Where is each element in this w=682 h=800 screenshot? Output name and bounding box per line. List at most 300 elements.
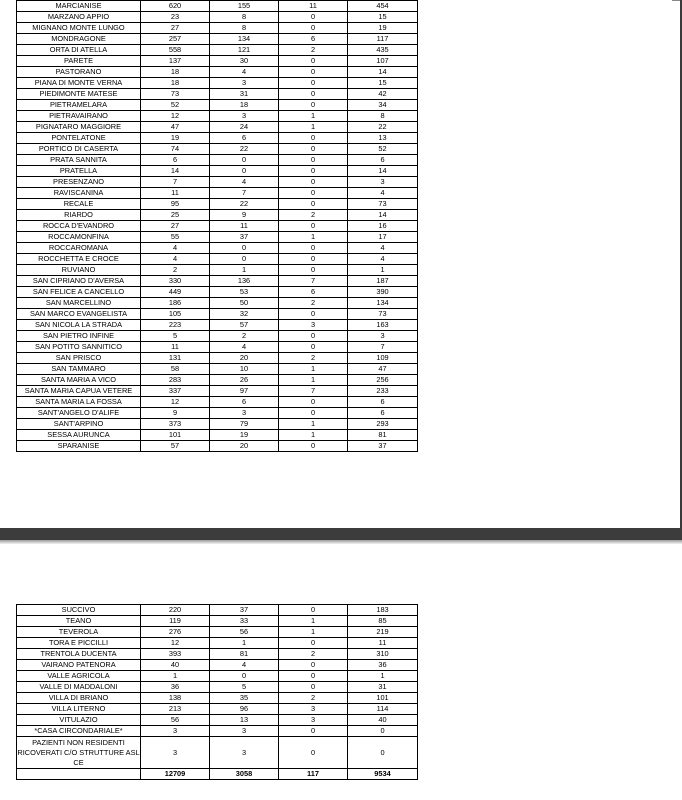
table-row [17, 616, 418, 627]
value-cell: 58 [141, 364, 210, 375]
table-row [17, 221, 418, 232]
value-cell: 27 [141, 23, 210, 34]
value-cell: 36 [348, 660, 418, 671]
value-cell: 55 [141, 232, 210, 243]
value-cell: 32 [210, 309, 279, 320]
municipality-cell: SAN CIPRIANO D'AVERSA [17, 276, 141, 287]
value-cell: 1 [279, 232, 348, 243]
municipality-cell: PARETE [17, 56, 141, 67]
municipality-cell: RUVIANO [17, 265, 141, 276]
value-cell: 435 [348, 45, 418, 56]
value-cell: 1 [279, 627, 348, 638]
value-cell: 0 [279, 331, 348, 342]
table-row [17, 122, 418, 133]
value-cell: 117 [348, 34, 418, 45]
value-cell: 0 [210, 671, 279, 682]
value-cell: 256 [348, 375, 418, 386]
municipality-cell: PONTELATONE [17, 133, 141, 144]
value-cell: 220 [141, 605, 210, 616]
value-cell: 52 [141, 100, 210, 111]
municipality-cell: TRENTOLA DUCENTA [17, 649, 141, 660]
value-cell: 20 [210, 441, 279, 452]
value-cell: 1 [279, 375, 348, 386]
value-cell: 134 [348, 298, 418, 309]
municipality-cell: SANTA MARIA A VICO [17, 375, 141, 386]
municipality-cell: PRATELLA [17, 166, 141, 177]
value-cell: 3 [279, 704, 348, 715]
table-row [17, 441, 418, 452]
municipality-cell: PRATA SANNITA [17, 155, 141, 166]
value-cell: 3 [210, 111, 279, 122]
value-cell: 8 [210, 12, 279, 23]
value-cell: 3 [210, 78, 279, 89]
municipality-cell: PORTICO DI CASERTA [17, 144, 141, 155]
value-cell: 293 [348, 419, 418, 430]
value-cell: 105 [141, 309, 210, 320]
value-cell: 6 [348, 155, 418, 166]
value-cell: 2 [279, 649, 348, 660]
table-row [17, 188, 418, 199]
table-row [17, 309, 418, 320]
value-cell: 3058 [210, 769, 279, 780]
value-cell: 52 [348, 144, 418, 155]
value-cell: 0 [279, 737, 348, 769]
municipality-cell: PAZIENTI NON RESIDENTI RICOVERATI C/O STRUTTURE ASL CE [17, 737, 140, 767]
page-break [0, 528, 682, 540]
value-cell: 2 [141, 265, 210, 276]
value-cell: 4 [141, 254, 210, 265]
table-row [17, 254, 418, 265]
value-cell: 18 [141, 67, 210, 78]
value-cell: 85 [348, 616, 418, 627]
value-cell: 3 [348, 331, 418, 342]
value-cell: 11 [141, 342, 210, 353]
value-cell: 5 [141, 331, 210, 342]
table-body-bottom [17, 605, 418, 780]
value-cell: 73 [348, 309, 418, 320]
value-cell: 47 [141, 122, 210, 133]
value-cell: 213 [141, 704, 210, 715]
value-cell: 14 [348, 67, 418, 78]
table-row [17, 331, 418, 342]
value-cell: 11 [279, 1, 348, 12]
value-cell: 8 [348, 111, 418, 122]
table-row [17, 704, 418, 715]
municipality-cell: VAIRANO PATENORA [17, 660, 141, 671]
value-cell: 373 [141, 419, 210, 430]
value-cell: 14 [141, 166, 210, 177]
value-cell: 283 [141, 375, 210, 386]
value-cell: 18 [141, 78, 210, 89]
value-cell: 18 [210, 100, 279, 111]
value-cell: 0 [279, 682, 348, 693]
value-cell: 0 [348, 726, 418, 737]
value-cell: 34 [348, 100, 418, 111]
table-row [17, 386, 418, 397]
value-cell: 9 [210, 210, 279, 221]
table-body-top [17, 1, 418, 452]
value-cell: 19 [210, 430, 279, 441]
value-cell: 155 [210, 1, 279, 12]
table-row [17, 769, 418, 780]
table-row [17, 605, 418, 616]
value-cell: 107 [348, 56, 418, 67]
municipality-cell: PIETRAMELARA [17, 100, 141, 111]
value-cell: 134 [210, 34, 279, 45]
value-cell: 0 [279, 56, 348, 67]
municipality-cell: MARZANO APPIO [17, 12, 141, 23]
value-cell: 0 [279, 660, 348, 671]
value-cell: 19 [141, 133, 210, 144]
value-cell: 0 [279, 23, 348, 34]
value-cell: 0 [279, 265, 348, 276]
municipality-cell: SAN POTITO SANNITICO [17, 342, 141, 353]
value-cell: 1 [279, 430, 348, 441]
value-cell: 163 [348, 320, 418, 331]
table-row [17, 177, 418, 188]
value-cell: 0 [279, 397, 348, 408]
value-cell: 13 [210, 715, 279, 726]
value-cell: 1 [348, 671, 418, 682]
value-cell: 26 [210, 375, 279, 386]
value-cell: 1 [279, 616, 348, 627]
value-cell: 390 [348, 287, 418, 298]
value-cell: 0 [279, 408, 348, 419]
value-cell: 1 [279, 419, 348, 430]
value-cell: 2 [279, 210, 348, 221]
table-row [17, 638, 418, 649]
municipality-cell: ROCCHETTA E CROCE [17, 254, 141, 265]
page-break-shadow [0, 540, 682, 544]
table-row [17, 67, 418, 78]
value-cell: 0 [279, 221, 348, 232]
municipality-cell: RIARDO [17, 210, 141, 221]
municipality-cell: SAN MARCELLINO [17, 298, 141, 309]
value-cell: 19 [348, 23, 418, 34]
value-cell: 3 [210, 726, 279, 737]
value-cell: 11 [348, 638, 418, 649]
value-cell: 276 [141, 627, 210, 638]
value-cell: 12 [141, 638, 210, 649]
municipality-cell: SANT'ARPINO [17, 419, 141, 430]
value-cell: 2 [210, 331, 279, 342]
value-cell: 6 [348, 408, 418, 419]
value-cell: 136 [210, 276, 279, 287]
table-row [17, 243, 418, 254]
value-cell: 6 [210, 133, 279, 144]
value-cell: 74 [141, 144, 210, 155]
value-cell: 37 [210, 232, 279, 243]
table-row [17, 726, 418, 737]
table-row [17, 671, 418, 682]
value-cell: 0 [279, 12, 348, 23]
value-cell: 0 [279, 726, 348, 737]
value-cell: 0 [279, 133, 348, 144]
value-cell: 138 [141, 693, 210, 704]
municipality-cell: PIANA DI MONTE VERNA [17, 78, 141, 89]
table-row [17, 397, 418, 408]
table-row [17, 627, 418, 638]
value-cell: 4 [348, 188, 418, 199]
value-cell: 1 [279, 111, 348, 122]
municipality-cell: RAVISCANINA [17, 188, 141, 199]
value-cell: 454 [348, 1, 418, 12]
municipality-cell: TORA E PICCILLI [17, 638, 141, 649]
value-cell: 3 [348, 177, 418, 188]
value-cell: 393 [141, 649, 210, 660]
value-cell: 57 [210, 320, 279, 331]
value-cell: 0 [279, 605, 348, 616]
municipality-cell: MIGNANO MONTE LUNGO [17, 23, 141, 34]
value-cell: 10 [210, 364, 279, 375]
municipality-cell: PASTORANO [17, 67, 141, 78]
value-cell: 11 [141, 188, 210, 199]
municipality-cell: TEVEROLA [17, 627, 141, 638]
municipality-cell: SAN PIETRO INFINE [17, 331, 141, 342]
value-cell: 30 [210, 56, 279, 67]
table-row [17, 34, 418, 45]
table-row [17, 265, 418, 276]
value-cell: 73 [348, 199, 418, 210]
value-cell: 47 [348, 364, 418, 375]
value-cell: 16 [348, 221, 418, 232]
value-cell: 31 [348, 682, 418, 693]
value-cell: 0 [210, 254, 279, 265]
value-cell: 0 [279, 89, 348, 100]
table-row [17, 45, 418, 56]
value-cell: 620 [141, 1, 210, 12]
value-cell: 558 [141, 45, 210, 56]
value-cell: 56 [210, 627, 279, 638]
value-cell: 0 [348, 737, 418, 769]
value-cell: 6 [141, 155, 210, 166]
value-cell: 36 [141, 682, 210, 693]
value-cell: 3 [279, 320, 348, 331]
table-row [17, 408, 418, 419]
table-row [17, 111, 418, 122]
value-cell: 119 [141, 616, 210, 627]
municipality-cell: VALLE DI MADDALONI [17, 682, 141, 693]
municipality-cell: SANTA MARIA LA FOSSA [17, 397, 141, 408]
table-row [17, 430, 418, 441]
value-cell: 50 [210, 298, 279, 309]
table-row [17, 737, 418, 769]
value-cell: 3 [279, 715, 348, 726]
table-row [17, 682, 418, 693]
value-cell: 81 [210, 649, 279, 660]
value-cell: 3 [141, 726, 210, 737]
table-row [17, 693, 418, 704]
municipality-cell: PRESENZANO [17, 177, 141, 188]
municipality-cell: ROCCAROMANA [17, 243, 141, 254]
value-cell: 40 [141, 660, 210, 671]
value-cell: 20 [210, 353, 279, 364]
value-cell: 96 [210, 704, 279, 715]
table-row [17, 320, 418, 331]
value-cell: 223 [141, 320, 210, 331]
value-cell: 0 [279, 188, 348, 199]
municipality-cell: ROCCA D'EVANDRO [17, 221, 141, 232]
table-row [17, 12, 418, 23]
table-row [17, 23, 418, 34]
municipality-cell: PIETRAVAIRANO [17, 111, 141, 122]
municipality-cell: MONDRAGONE [17, 34, 141, 45]
value-cell: 187 [348, 276, 418, 287]
municipality-cell: VALLE AGRICOLA [17, 671, 141, 682]
municipality-cell: PIEDIMONTE MATESE [17, 89, 141, 100]
value-cell: 4 [210, 177, 279, 188]
value-cell: 14 [348, 210, 418, 221]
value-cell: 0 [279, 144, 348, 155]
table-row [17, 419, 418, 430]
municipality-cell: TEANO [17, 616, 141, 627]
value-cell: 183 [348, 605, 418, 616]
value-cell: 1 [348, 265, 418, 276]
value-cell: 12 [141, 111, 210, 122]
value-cell: 6 [348, 397, 418, 408]
value-cell: 35 [210, 693, 279, 704]
municipality-cell: VILLA LITERNO [17, 704, 141, 715]
value-cell: 11 [210, 221, 279, 232]
value-cell: 186 [141, 298, 210, 309]
value-cell: 40 [348, 715, 418, 726]
value-cell: 31 [210, 89, 279, 100]
municipality-cell: SAN NICOLA LA STRADA [17, 320, 141, 331]
municipality-cell: SPARANISE [17, 441, 141, 452]
value-cell: 2 [279, 693, 348, 704]
table-row [17, 210, 418, 221]
value-cell: 117 [279, 769, 348, 780]
municipality-cell: ROCCAMONFINA [17, 232, 141, 243]
value-cell: 9 [141, 408, 210, 419]
value-cell: 14 [348, 166, 418, 177]
table-row [17, 144, 418, 155]
table-row [17, 232, 418, 243]
value-cell: 9534 [348, 769, 418, 780]
value-cell: 0 [279, 671, 348, 682]
value-cell: 7 [141, 177, 210, 188]
value-cell: 0 [279, 243, 348, 254]
value-cell: 114 [348, 704, 418, 715]
value-cell: 56 [141, 715, 210, 726]
value-cell: 0 [279, 638, 348, 649]
value-cell: 0 [279, 199, 348, 210]
value-cell: 109 [348, 353, 418, 364]
value-cell: 6 [279, 34, 348, 45]
municipality-cell: ORTA DI ATELLA [17, 45, 141, 56]
municipality-table-bottom [16, 604, 418, 780]
value-cell: 330 [141, 276, 210, 287]
table-row [17, 199, 418, 210]
value-cell: 37 [210, 605, 279, 616]
municipality-cell: VITULAZIO [17, 715, 141, 726]
value-cell: 233 [348, 386, 418, 397]
value-cell: 4 [141, 243, 210, 254]
value-cell: 6 [279, 287, 348, 298]
value-cell: 15 [348, 78, 418, 89]
municipality-cell: SAN TAMMARO [17, 364, 141, 375]
value-cell: 33 [210, 616, 279, 627]
value-cell: 2 [279, 353, 348, 364]
table-row [17, 155, 418, 166]
value-cell: 22 [210, 199, 279, 210]
value-cell: 0 [279, 155, 348, 166]
value-cell: 24 [210, 122, 279, 133]
value-cell: 22 [348, 122, 418, 133]
table-row [17, 353, 418, 364]
value-cell: 4 [348, 243, 418, 254]
value-cell: 1 [279, 122, 348, 133]
value-cell: 1 [210, 638, 279, 649]
table-row [17, 364, 418, 375]
value-cell: 8 [210, 23, 279, 34]
municipality-cell: SANTA MARIA CAPUA VETERE [17, 386, 141, 397]
value-cell: 0 [279, 177, 348, 188]
municipality-cell [17, 769, 141, 780]
value-cell: 15 [348, 12, 418, 23]
value-cell: 7 [348, 342, 418, 353]
value-cell: 42 [348, 89, 418, 100]
table-row [17, 133, 418, 144]
value-cell: 12709 [141, 769, 210, 780]
table-row [17, 660, 418, 671]
value-cell: 3 [210, 408, 279, 419]
value-cell: 81 [348, 430, 418, 441]
value-cell: 0 [279, 309, 348, 320]
value-cell: 0 [279, 254, 348, 265]
table-row [17, 276, 418, 287]
value-cell: 4 [210, 660, 279, 671]
value-cell: 4 [348, 254, 418, 265]
value-cell: 13 [348, 133, 418, 144]
table-row [17, 1, 418, 12]
municipality-cell: SAN PRISCO [17, 353, 141, 364]
value-cell: 0 [210, 166, 279, 177]
municipality-cell: SESSA AURUNCA [17, 430, 141, 441]
value-cell: 97 [210, 386, 279, 397]
value-cell: 1 [210, 265, 279, 276]
value-cell: 95 [141, 199, 210, 210]
value-cell: 1 [279, 364, 348, 375]
value-cell: 0 [279, 166, 348, 177]
municipality-cell: RECALE [17, 199, 141, 210]
table-row [17, 342, 418, 353]
table-row [17, 100, 418, 111]
municipality-cell: *CASA CIRCONDARIALE* [17, 726, 141, 737]
table-row [17, 715, 418, 726]
table-row [17, 78, 418, 89]
value-cell: 137 [141, 56, 210, 67]
municipality-table-top [16, 0, 418, 452]
table-row [17, 375, 418, 386]
value-cell: 121 [210, 45, 279, 56]
value-cell: 0 [279, 67, 348, 78]
value-cell: 0 [210, 155, 279, 166]
value-cell: 101 [348, 693, 418, 704]
table-row [17, 89, 418, 100]
municipality-cell: MARCIANISE [17, 1, 141, 12]
value-cell: 310 [348, 649, 418, 660]
table-row [17, 56, 418, 67]
value-cell: 4 [210, 67, 279, 78]
value-cell: 73 [141, 89, 210, 100]
value-cell: 3 [141, 737, 210, 769]
value-cell: 79 [210, 419, 279, 430]
value-cell: 2 [279, 45, 348, 56]
value-cell: 5 [210, 682, 279, 693]
value-cell: 7 [279, 276, 348, 287]
value-cell: 0 [279, 342, 348, 353]
